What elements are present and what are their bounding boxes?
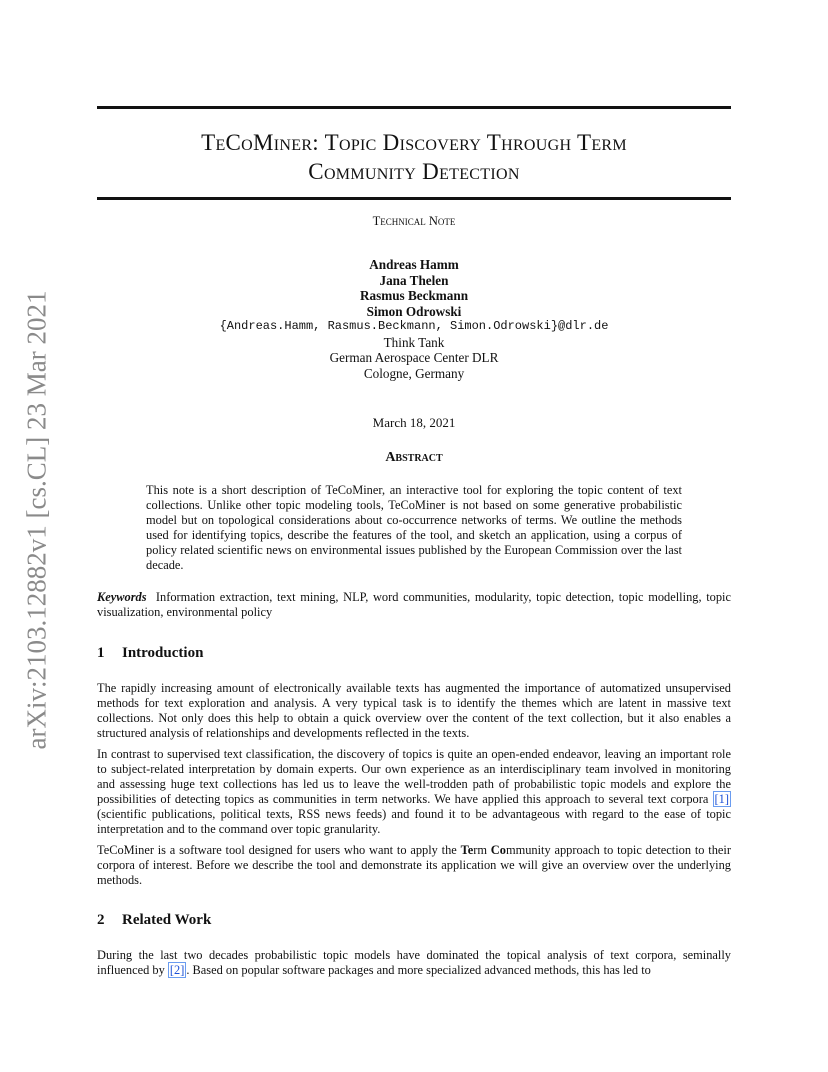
section-heading: 1 Introduction (97, 645, 204, 661)
author-block (97, 257, 731, 381)
paragraph: During the last two decades probabilistic topic models have dominated the topical analysis of text corpora, seminally influenced by [2] . Based on popular software packages and more specialized advanced methods, this has led to (97, 948, 731, 978)
abstract-heading: Abstract (385, 450, 443, 465)
author-emails: {Andreas.Hamm, Rasmus.Beckmann, Simon.Odrowski}@dlr.de (219, 319, 609, 333)
note-type: Technical Note (372, 214, 456, 228)
paragraph: In contrast to supervised text classification, the discovery of topics is quite an open-ended endeavor, leaving an important role to subject-related interpretation by domain experts. Our own experience as an interdisciplinary team involved in monitoring and assessing huge text collections has led us to leave the well-trodden path of probabilistic topic models and explore the possibilities of detecting topics as communities in term networks. We have applied this approach to several text corpora [1] (scientific publications, political texts, RSS news feeds) and found it to be advantageous with regard to the ease of topic interpretation and to the command over topic granularity. (97, 747, 731, 837)
citation-link[interactable]: [2] (169, 963, 185, 978)
author-name: Andreas Hamm (369, 257, 459, 272)
paragraph: The rapidly increasing amount of electronically available texts has augmented the importance of automatized unsupervised methods for text exploration and analysis. A very typical task is to identify the themes which are latent in massive text collections. Not only does this help to obtain a quick overview over the content of the text collection, but it also enables a structured analysis of relationships and developments reflected in the texts. (97, 681, 731, 741)
keywords-text: Information extraction, text mining, NLP, word communities, modularity, topic detection, topic modelling, topic visualization, environmental policy (97, 590, 731, 619)
citation-link[interactable]: [1] (714, 792, 729, 807)
paper-title: TeCoMiner: Topic Discovery Through Term Community Detection (201, 130, 627, 184)
author-name: Rasmus Beckmann (359, 288, 469, 303)
paper-date: March 18, 2021 (372, 415, 456, 430)
affiliation-line: German Aerospace Center DLR (329, 350, 499, 365)
section-heading: 2 Related Work (97, 912, 212, 928)
abstract-text: This note is a short description of TeCoMiner, an interactive tool for exploring the topic content of text collections. Unlike other topic modeling tools, TeCoMiner is not based on some generative probabilistic model but on topological considerations about co-occurrence networks of terms. We outline the methods used for identifying topics, describe the features of the tool, and sketch an application, using a corpus of policy related scientific news on environmental issues published by the European Commission over the last decade. (146, 483, 682, 572)
paragraph: TeCoMiner is a software tool designed for users who want to apply the Term Community approach to topic detection to their corpora of interest. Before we describe the tool and demonstrate its application we will give an overview over the underlying methods. (97, 843, 731, 888)
author-name: Jana Thelen (379, 272, 449, 288)
author-name: Simon Odrowski (366, 303, 462, 319)
title-bottom-rule (97, 197, 731, 200)
affiliation-line: Think Tank (383, 334, 445, 350)
keywords (97, 590, 731, 620)
keywords-label: Keywords (97, 590, 147, 604)
affiliation-line: Cologne, Germany (363, 365, 465, 381)
title-top-rule (97, 106, 731, 109)
